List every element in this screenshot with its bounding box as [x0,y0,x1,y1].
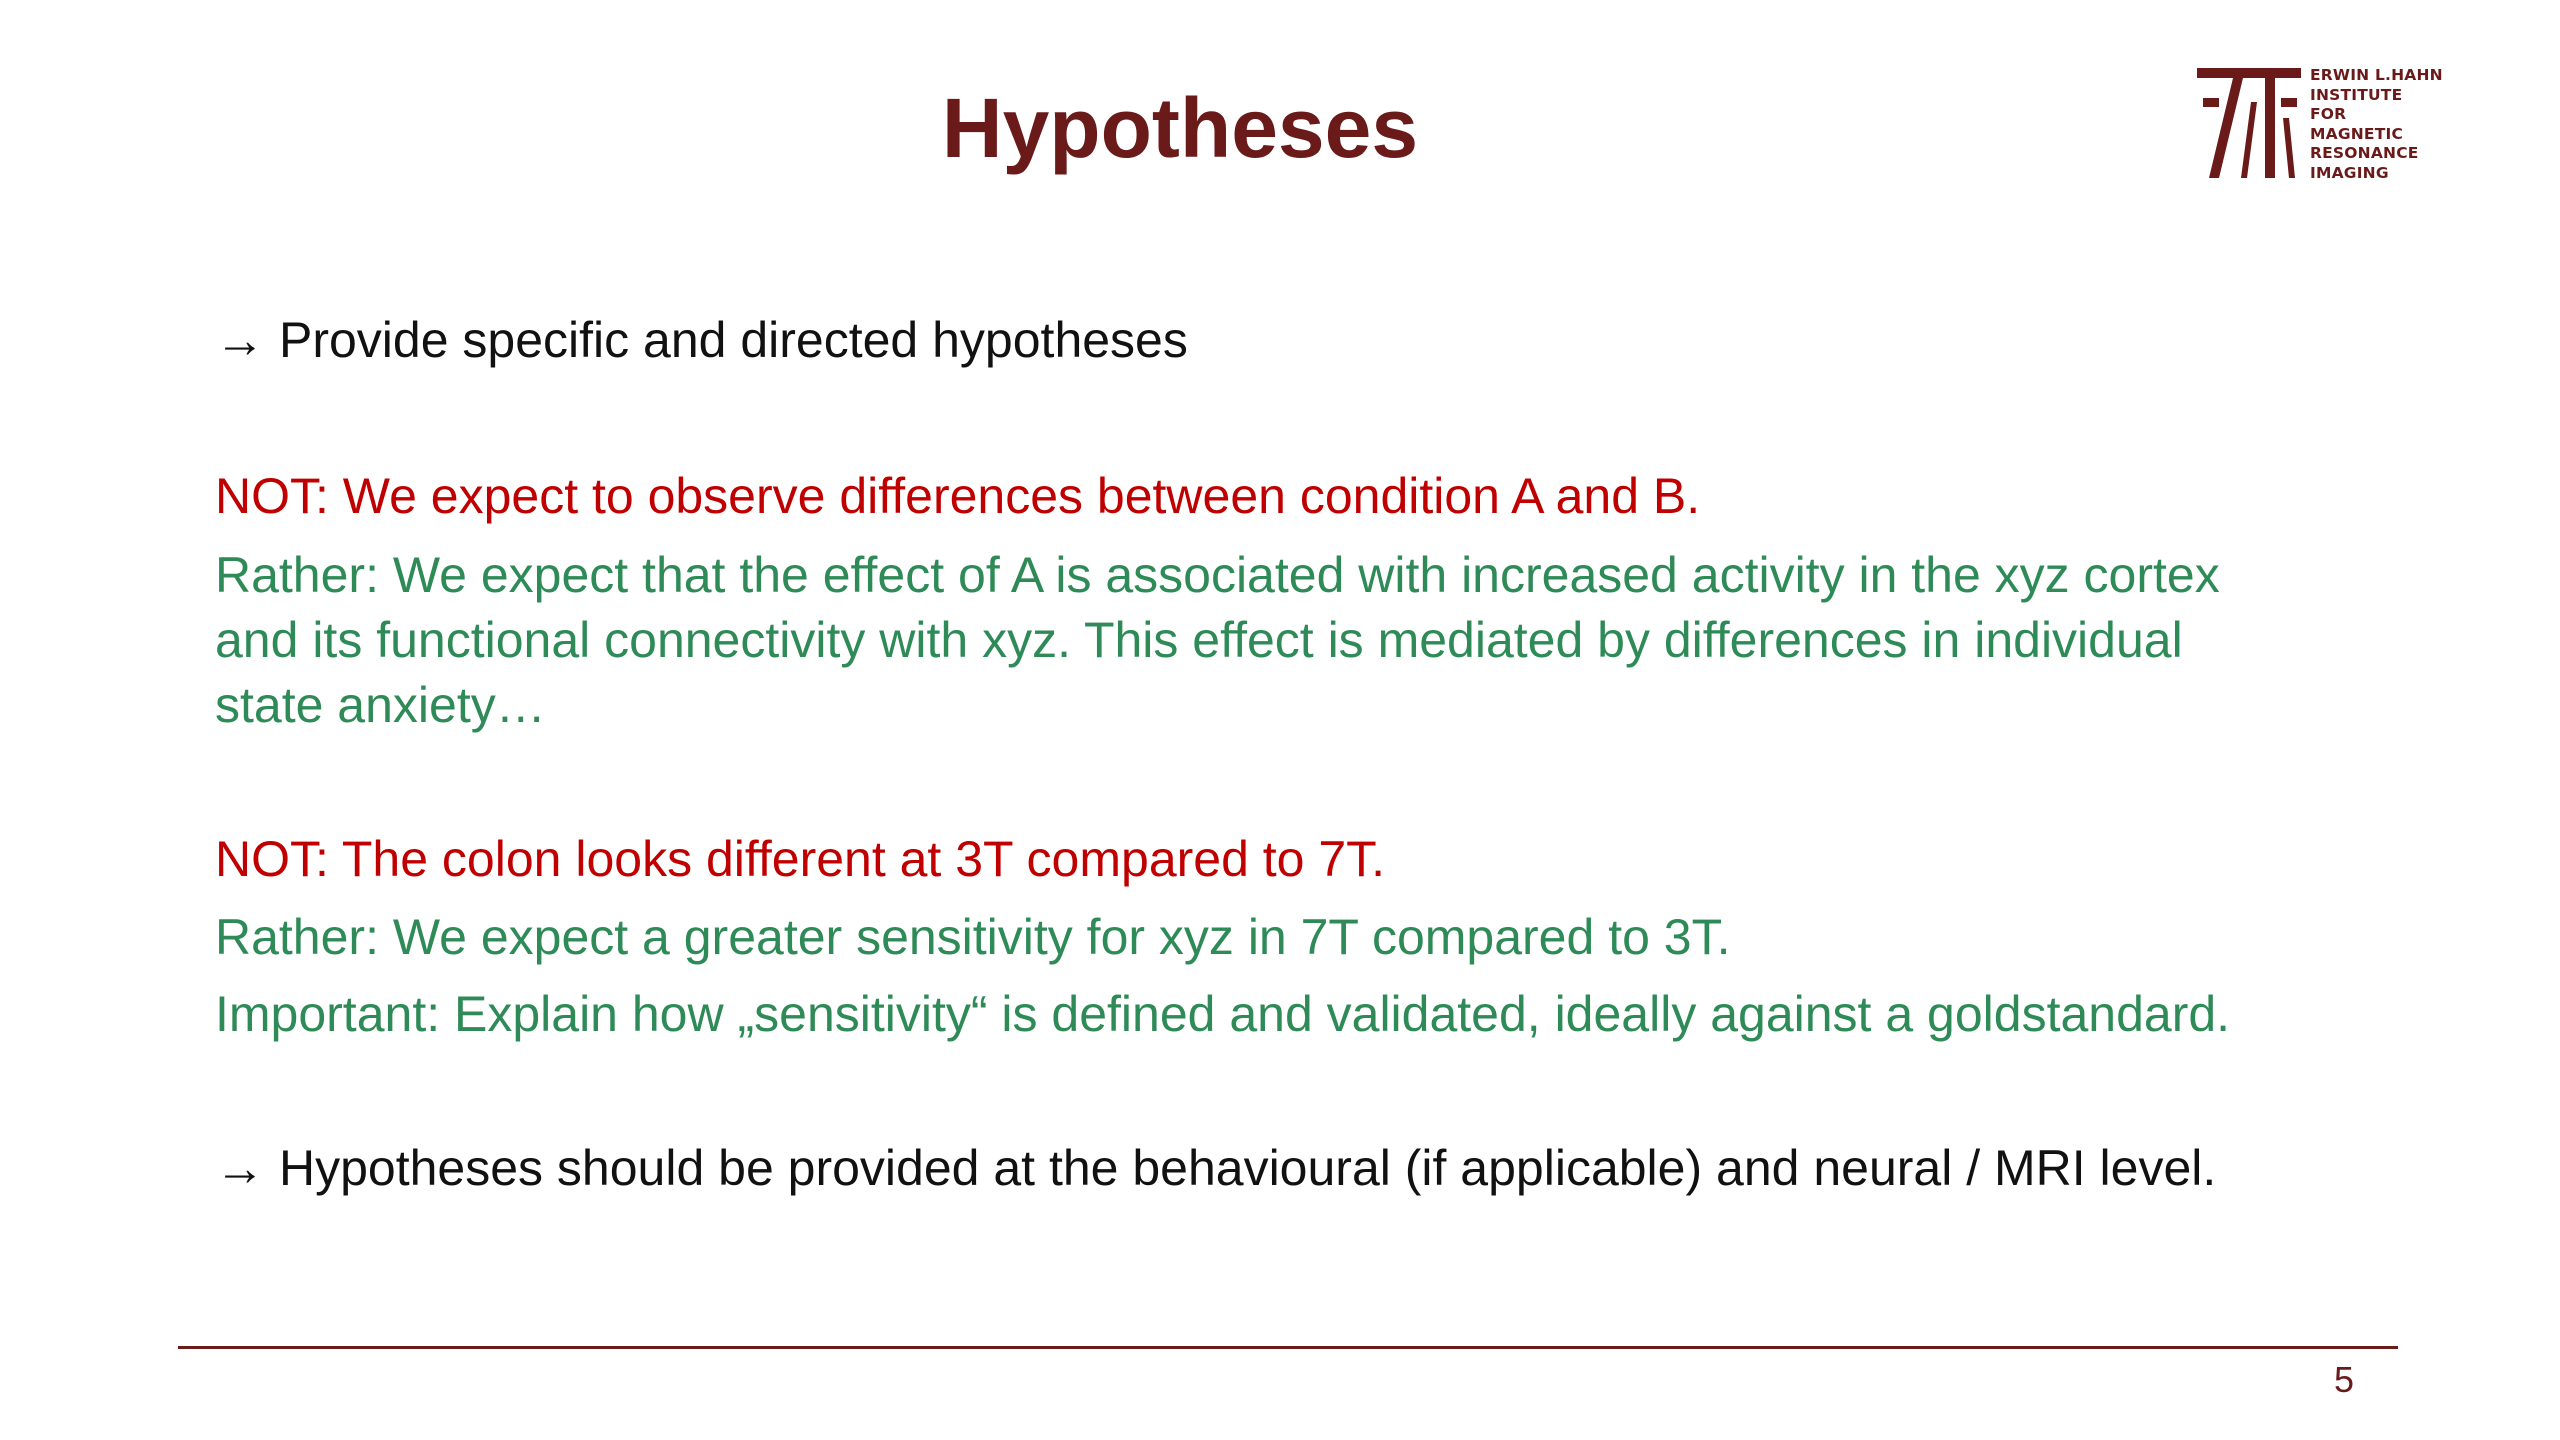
important-note: Important: Explain how „sensitivity“ is defined and validated, ideally against a goldstandard. [215,986,2231,1042]
page-number: 5 [2333,1359,2354,1400]
rather-example-1-line-1: Rather: We expect that the effect of A is associated with increased activity in the xyz cortex [215,547,2220,603]
bullet-specific-hypotheses [215,308,1188,372]
bullet-text: Provide specific and directed hypotheses [279,312,1188,368]
rather-example-2: Rather: We expect a greater sensitivity for xyz in 7T compared to 3T. [215,909,1731,965]
arrow-icon: → [215,1140,265,1196]
logo-text-line: ERWIN L.HAHN [2310,66,2443,84]
not-example-1: NOT: We expect to observe differences between condition A and B. [215,468,1701,524]
logo-text-line: INSTITUTE [2310,85,2403,104]
bullet-text: Hypotheses should be provided at the behavioural (if applicable) and neural / MRI level. [279,1140,2217,1196]
rather-example-1-line-2: and its functional connectivity with xyz. This effect is mediated by differences in individual [215,612,2183,668]
institute-logo-mark [2195,62,2307,182]
logo-text-line: MAGNETIC [2310,124,2404,143]
institute-logo-text [2310,66,2450,184]
logo-text-line: IMAGING [2310,163,2389,182]
logo-text-line: RESONANCE [2310,144,2419,163]
not-example-2: NOT: The colon looks different at 3T compared to 7T. [215,831,1386,887]
logo-text-line: FOR [2310,105,2347,124]
bullet-behavioural-neural [215,1136,2216,1200]
footer-divider [178,1346,2398,1349]
institute-logo [2195,62,2450,182]
slide-title: Hypotheses [941,81,1419,175]
arrow-icon: → [215,312,265,368]
rather-example-1-line-3: state anxiety… [215,677,546,733]
